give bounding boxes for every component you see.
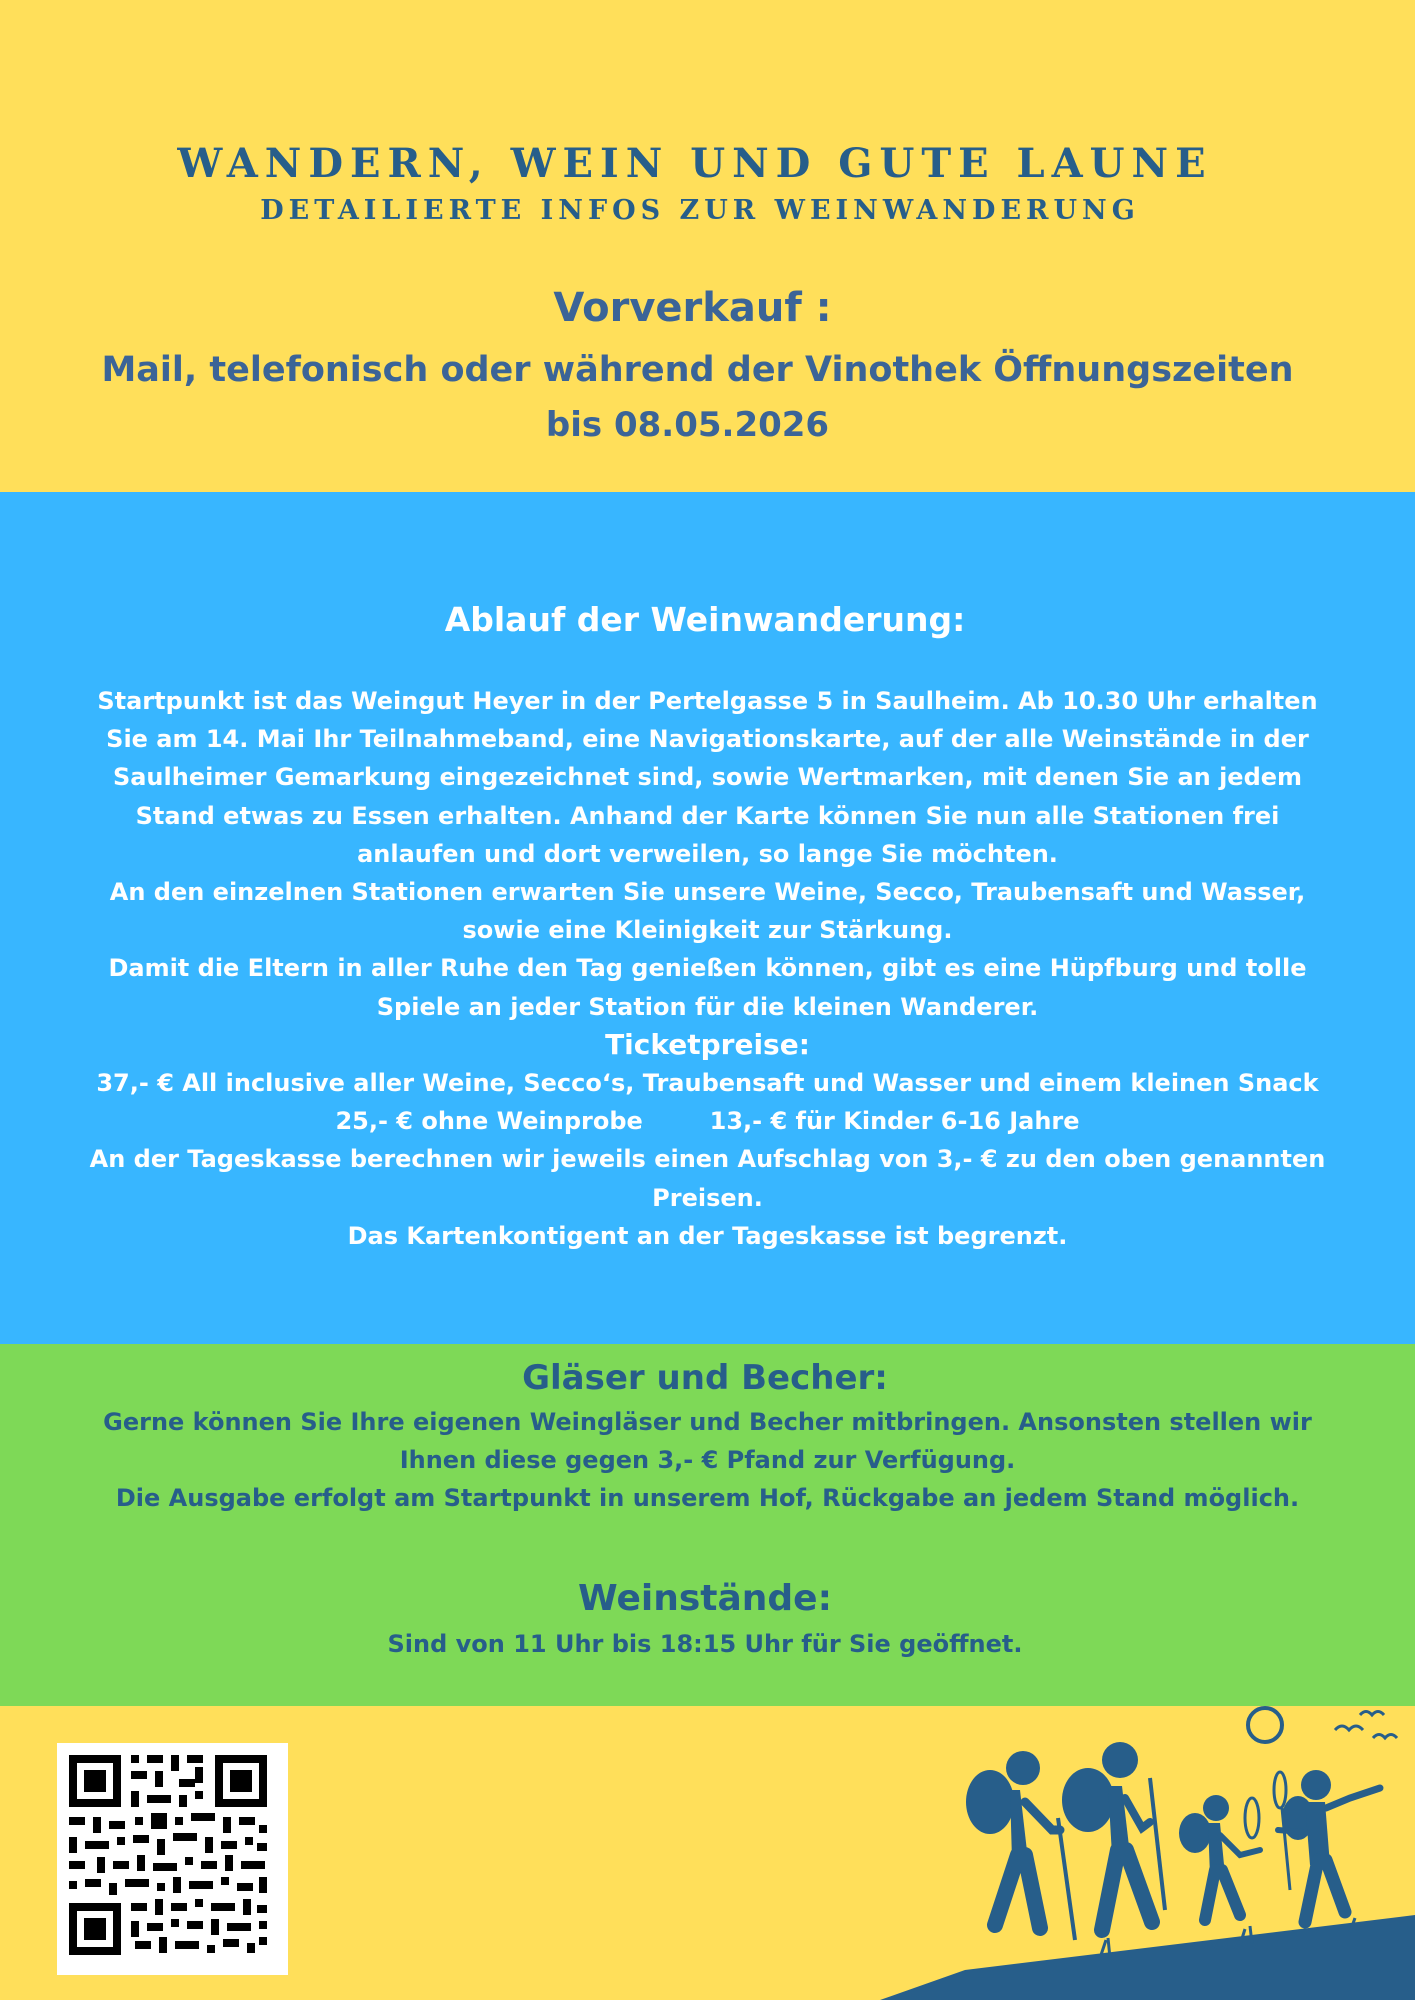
schedule-line: anlaufen und dort verweilen, so lange Sie möchten. <box>357 839 1058 868</box>
schedule-text <box>40 682 1375 1255</box>
presale-line-2: bis 08.05.2026 <box>545 405 830 445</box>
glasses-heading: Gläser und Becher: <box>522 1358 888 1398</box>
ticket-line: 25,- € ohne Weinprobe 13,- € für Kinder 6-16 Jahre <box>335 1107 1080 1136</box>
schedule-line: Damit die Eltern in aller Ruhe den Tag genießen können, gibt es eine Hüpfburg und tolle <box>108 954 1307 983</box>
glasses-line: Gerne können Sie Ihre eigenen Weingläser und Becher mitbringen. Ansonsten stellen wir <box>103 1408 1312 1436</box>
page-subtitle: DETAILIERTE INFOS ZUR WEINWANDERUNG <box>260 195 1140 226</box>
ticket-line: Preisen. <box>652 1183 763 1212</box>
tickets-heading: Ticketpreise: <box>605 1027 810 1061</box>
stands-heading: Weinstände: <box>578 1578 832 1619</box>
hikers-illustration-icon <box>880 1690 1415 2000</box>
schedule-line: Sie am 14. Mai Ihr Teilnahmeband, eine Navigationskarte, auf der alle Weinstände in der <box>106 725 1309 754</box>
glasses-text <box>40 1403 1375 1517</box>
schedule-heading: Ablauf der Weinwanderung: <box>444 600 966 639</box>
presale-line-1: Mail, telefonisch oder während der Vinothek Öffnungszeiten <box>101 350 1294 390</box>
stands-text: Sind von 11 Uhr bis 18:15 Uhr für Sie geöffnet. <box>387 1630 1023 1658</box>
qr-code-icon[interactable] <box>57 1743 288 1975</box>
schedule-line: An den einzelnen Stationen erwarten Sie unsere Weine, Secco, Traubensaft und Wasser, <box>109 878 1306 907</box>
qr-code-graphic <box>57 1743 288 1975</box>
ticket-line: An der Tageskasse berechnen wir jeweils einen Aufschlag von 3,- € zu den oben genannten <box>89 1145 1326 1174</box>
glasses-line: Ihnen diese gegen 3,- € Pfand zur Verfügung. <box>399 1446 1016 1474</box>
schedule-line: sowie eine Kleinigkeit zur Stärkung. <box>462 916 953 945</box>
hikers-graphic <box>880 1690 1415 2000</box>
ticket-line: 37,- € All inclusive aller Weine, Secco‘s, Traubensaft und Wasser und einem kleinen Snack <box>96 1069 1319 1098</box>
schedule-line: Spiele an jeder Station für die kleinen Wanderer. <box>376 992 1039 1021</box>
schedule-line: Stand etwas zu Essen erhalten. Anhand der Karte können Sie nun alle Stationen frei <box>135 801 1280 830</box>
page-title: WANDERN, WEIN UND GUTE LAUNE <box>177 140 1213 187</box>
presale-heading: Vorverkauf : <box>553 285 832 331</box>
schedule-line: Startpunkt ist das Weingut Heyer in der Pertelgasse 5 in Saulheim. Ab 10.30 Uhr erhalten <box>97 687 1318 715</box>
schedule-line: Saulheimer Gemarkung eingezeichnet sind, sowie Wertmarken, mit denen Sie an jedem <box>112 763 1303 792</box>
ticket-line: Das Kartenkontigent an der Tageskasse ist begrenzt. <box>347 1221 1068 1250</box>
glasses-line: Die Ausgabe erfolgt am Startpunkt in unserem Hof, Rückgabe an jedem Stand möglich. <box>115 1484 1300 1512</box>
